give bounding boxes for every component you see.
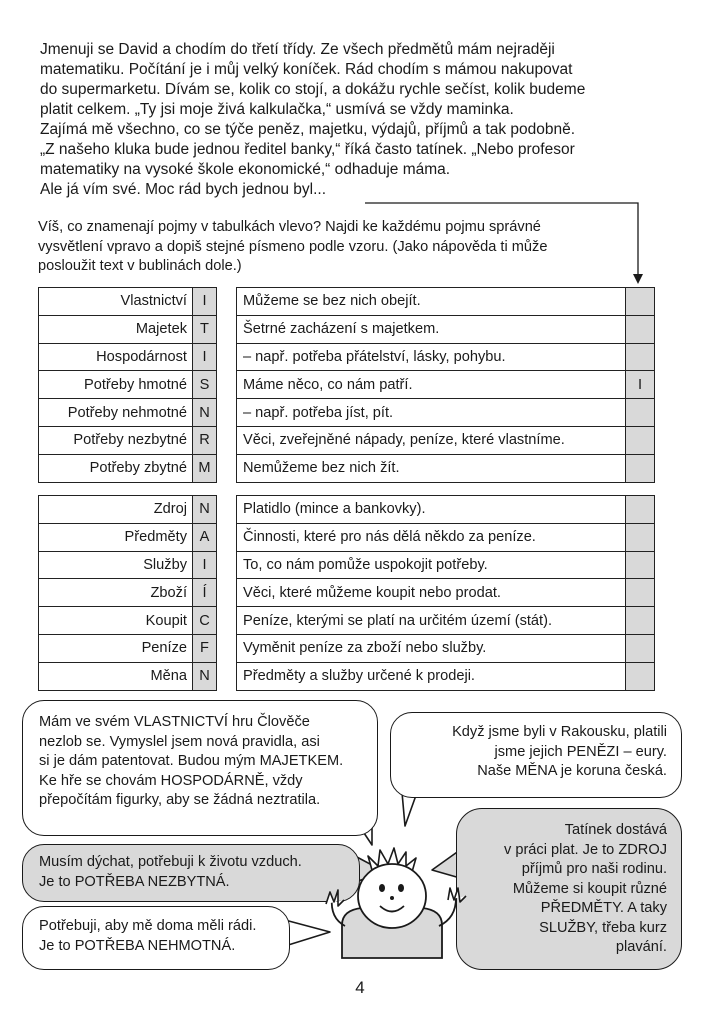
definition: Vyměnit peníze za zboží nebo služby.	[237, 634, 626, 662]
instruction-line: vysvětlení vpravo a dopiš stejné písmeno podle vzoru. (Jako nápověda ti může	[38, 238, 548, 255]
definition: To, co nám pomůže uspokojit potřeby.	[237, 551, 626, 579]
definition: Předměty a služby určené k prodeji.	[237, 662, 626, 690]
term-letter: I	[193, 288, 217, 316]
definition: Peníze, kterými se platí na určitém území (stát).	[237, 607, 626, 635]
definition: Máme něco, co nám patří.	[237, 371, 626, 399]
intro-line: Ale já vím své. Moc rád bych jednou byl...	[40, 181, 327, 198]
bubble-line: příjmů pro naši rodinu.	[521, 861, 667, 877]
definition: – např. potřeba přátelství, lásky, pohybu.	[237, 343, 626, 371]
term-letter: I	[193, 551, 217, 579]
definition: Nemůžeme bez nich žít.	[237, 454, 626, 482]
definition: Šetrné zacházení s majetkem.	[237, 315, 626, 343]
definition: Můžeme se bez nich obejít.	[237, 288, 626, 316]
term: Koupit	[39, 607, 193, 635]
term-letter: F	[193, 634, 217, 662]
bubble-line: Je to POTŘEBA NEZBYTNÁ.	[39, 873, 230, 890]
term: Potřeby nezbytné	[39, 426, 193, 454]
term-letter: M	[193, 454, 217, 482]
answer-cell[interactable]: I	[626, 371, 655, 399]
term: Vlastnictví	[39, 288, 193, 316]
instruction-line: Víš, co znamenají pojmy v tabulkách vlevo? Najdi ke každému pojmu správné	[38, 219, 541, 235]
definition: Činnosti, které pro nás dělá někdo za peníze.	[237, 523, 626, 551]
term: Potřeby zbytné	[39, 454, 193, 482]
bubble-line: plavání.	[615, 939, 667, 955]
intro-line: do supermarketu. Dívám se, kolik co stojí, a dokážu rychle sečíst, kolik budeme	[40, 81, 586, 98]
intro-line: platit celkem. „Ty jsi moje živá kalkulačka,“ usmívá se vždy maminka.	[40, 101, 514, 118]
page-number: 4	[355, 978, 365, 997]
term: Služby	[39, 551, 193, 579]
bubble-line: Když jsme byli v Rakousku, platili	[452, 724, 667, 740]
bubble-line: v práci plat. Je to ZDROJ	[503, 841, 667, 858]
intro-line: matematiky na vysoké škole ekonomické,“ odhaduje máma.	[40, 161, 451, 178]
term-letter: N	[193, 399, 217, 427]
bubble-line: Naše MĚNA je koruna česká.	[477, 763, 667, 779]
definition: – např. potřeba jíst, pít.	[237, 399, 626, 427]
bubble-line: Můžeme si koupit různé	[512, 880, 667, 897]
term: Peníze	[39, 634, 193, 662]
definition: Platidlo (mince a bankovky).	[237, 496, 626, 524]
term-letter: N	[193, 662, 217, 690]
term: Zboží	[39, 579, 193, 607]
definition: Věci, zveřejněné nápady, peníze, které vlastníme.	[237, 426, 626, 454]
intro-line: Zajímá mě všechno, co se týče peněz, majetku, výdajů, příjmů a tak podobně.	[40, 121, 576, 138]
term-letter: A	[193, 523, 217, 551]
term: Potřeby hmotné	[39, 371, 193, 399]
intro-line: „Z našeho kluka bude jednou ředitel banky,“ říká často tatínek. „Nebo profesor	[40, 141, 575, 158]
bubble-line: Tatínek dostává	[564, 822, 667, 838]
term: Majetek	[39, 315, 193, 343]
bubble-line: SLUŽBY, třeba kurz	[539, 919, 667, 936]
term: Zdroj	[39, 496, 193, 524]
bubble-line: přepočítám figurky, aby se žádná neztratila.	[39, 792, 321, 808]
term-letter: C	[193, 607, 217, 635]
term: Potřeby nehmotné	[39, 399, 193, 427]
term-letter: S	[193, 371, 217, 399]
term-letter: R	[193, 426, 217, 454]
bubble-line: Mám ve svém VLASTNICTVÍ hru Člověče	[39, 714, 310, 730]
term-letter: I	[193, 343, 217, 371]
bubble-line: Potřebuji, aby mě doma měli rádi.	[39, 918, 257, 934]
intro-line: Jmenuji se David a chodím do třetí třídy. Ze všech předmětů mám nejraději	[40, 41, 555, 58]
bubble-line: Je to POTŘEBA NEHMOTNÁ.	[39, 937, 236, 954]
term-letter: T	[193, 315, 217, 343]
term-letter: N	[193, 496, 217, 524]
definition: Věci, které můžeme koupit nebo prodat.	[237, 579, 626, 607]
term: Měna	[39, 662, 193, 690]
term-letter: Í	[193, 579, 217, 607]
bubble-line: Ke hře se chovám HOSPODÁRNĚ, vždy	[39, 772, 303, 789]
bubble-line: nezlob se. Vymyslel jsem nová pravidla, asi	[39, 733, 320, 750]
term: Předměty	[39, 523, 193, 551]
bubble-line: si je dám patentovat. Budou mým MAJETKEM.	[39, 753, 344, 769]
bubble-line: Musím dýchat, potřebuji k životu vzduch.	[39, 854, 302, 870]
term: Hospodárnost	[39, 343, 193, 371]
bubble-line: PŘEDMĚTY. A taky	[540, 900, 667, 916]
instruction-line: posloužit text v bublinách dole.)	[38, 258, 242, 274]
intro-line: matematiku. Počítání je i můj velký koníček. Rád chodím s mámou nakupovat	[40, 61, 573, 78]
bubble-line: jsme jejich PENĚZI – eury.	[494, 743, 667, 760]
